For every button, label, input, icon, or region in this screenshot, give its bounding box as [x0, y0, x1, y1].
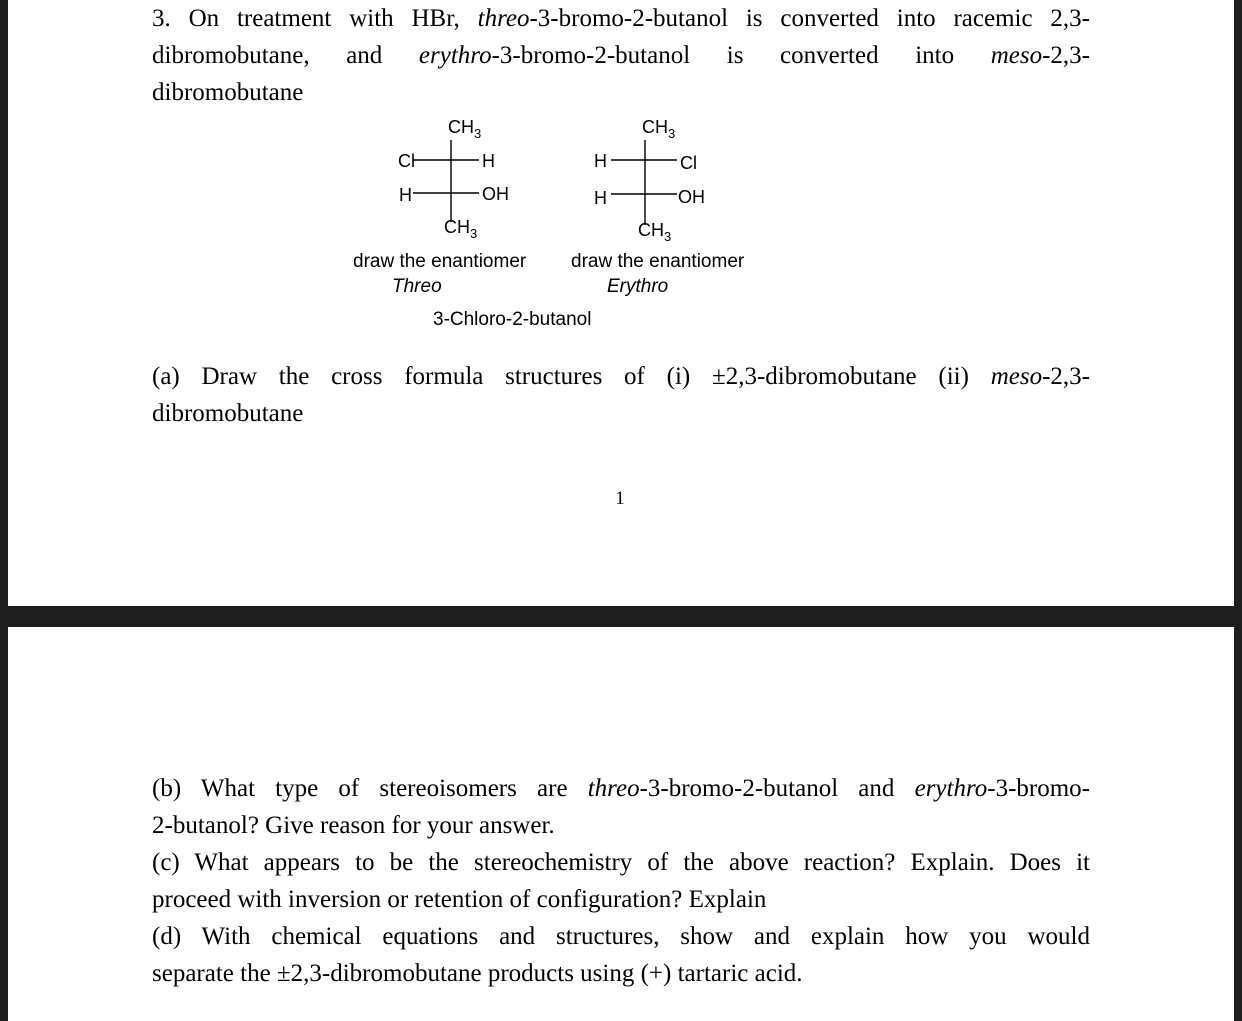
erythro-label: Erythro — [607, 276, 669, 297]
erythro-instruction: draw the enantiomer — [571, 251, 745, 272]
erythro-top-group: $CH_3$ — [642, 117, 676, 141]
compound-name: 3-Chloro-2-butanol — [433, 309, 592, 330]
threo-label: Threo — [392, 276, 442, 297]
question-c-line-1: (c) What appears to be the stereochemistry of the above reaction? Explain. Does it — [152, 849, 1090, 876]
question-d-line-1: (d) With chemical equations and structures, show and explain how you would — [152, 923, 1090, 950]
page-2 — [8, 627, 1234, 1021]
threo-bottom-group: $CH_3$ — [444, 217, 478, 241]
fischer-projections — [8, 112, 808, 252]
erythro-row2-left: H — [594, 188, 607, 208]
threo-fischer — [398, 117, 509, 241]
intro-line-2: dibromobutane, and erythro-3-bromo-2-butanol is converted into meso-2,3- — [152, 42, 1091, 69]
page-number: 1 — [615, 488, 625, 509]
erythro-bottom-group: $CH_3$ — [638, 220, 672, 244]
intro-line-1: 3. On treatment with HBr, threo-3-bromo-2-butanol is converted into racemic 2,3- — [152, 5, 1090, 32]
question-a-line-2: dibromobutane — [152, 400, 304, 427]
question-d-line-2: separate the ±2,3-dibromobutane products using (+) tartaric acid. — [152, 960, 803, 987]
erythro-fischer — [594, 117, 705, 244]
question-b-line-1: (b) What type of stereoisomers are threo-3-bromo-2-butanol and erythro-3-bromo- — [152, 775, 1091, 802]
question-b-line-2: 2-butanol? Give reason for your answer. — [152, 812, 555, 839]
questions-b-c-d — [152, 770, 1090, 992]
question-a — [152, 358, 1090, 432]
question-a-line-1: (a) Draw the cross formula structures of (i) ±2,3-dibromobutane (ii) meso-2,3- — [152, 363, 1090, 390]
question-3-intro — [152, 0, 1090, 111]
threo-row1-left: Cl — [398, 151, 415, 171]
page-1 — [8, 0, 1234, 606]
erythro-row2-right: OH — [678, 187, 705, 207]
threo-row2-left: H — [399, 185, 412, 205]
question-c-line-2: proceed with inversion or retention of configuration? Explain — [152, 886, 767, 913]
threo-row1-right: H — [482, 151, 495, 171]
threo-instruction: draw the enantiomer — [353, 251, 527, 272]
erythro-row1-right: Cl — [680, 153, 697, 173]
threo-row2-right: OH — [482, 184, 509, 204]
erythro-row1-left: H — [594, 151, 607, 171]
threo-top-group: $CH_3$ — [448, 117, 482, 141]
intro-line-3: dibromobutane — [152, 79, 304, 106]
